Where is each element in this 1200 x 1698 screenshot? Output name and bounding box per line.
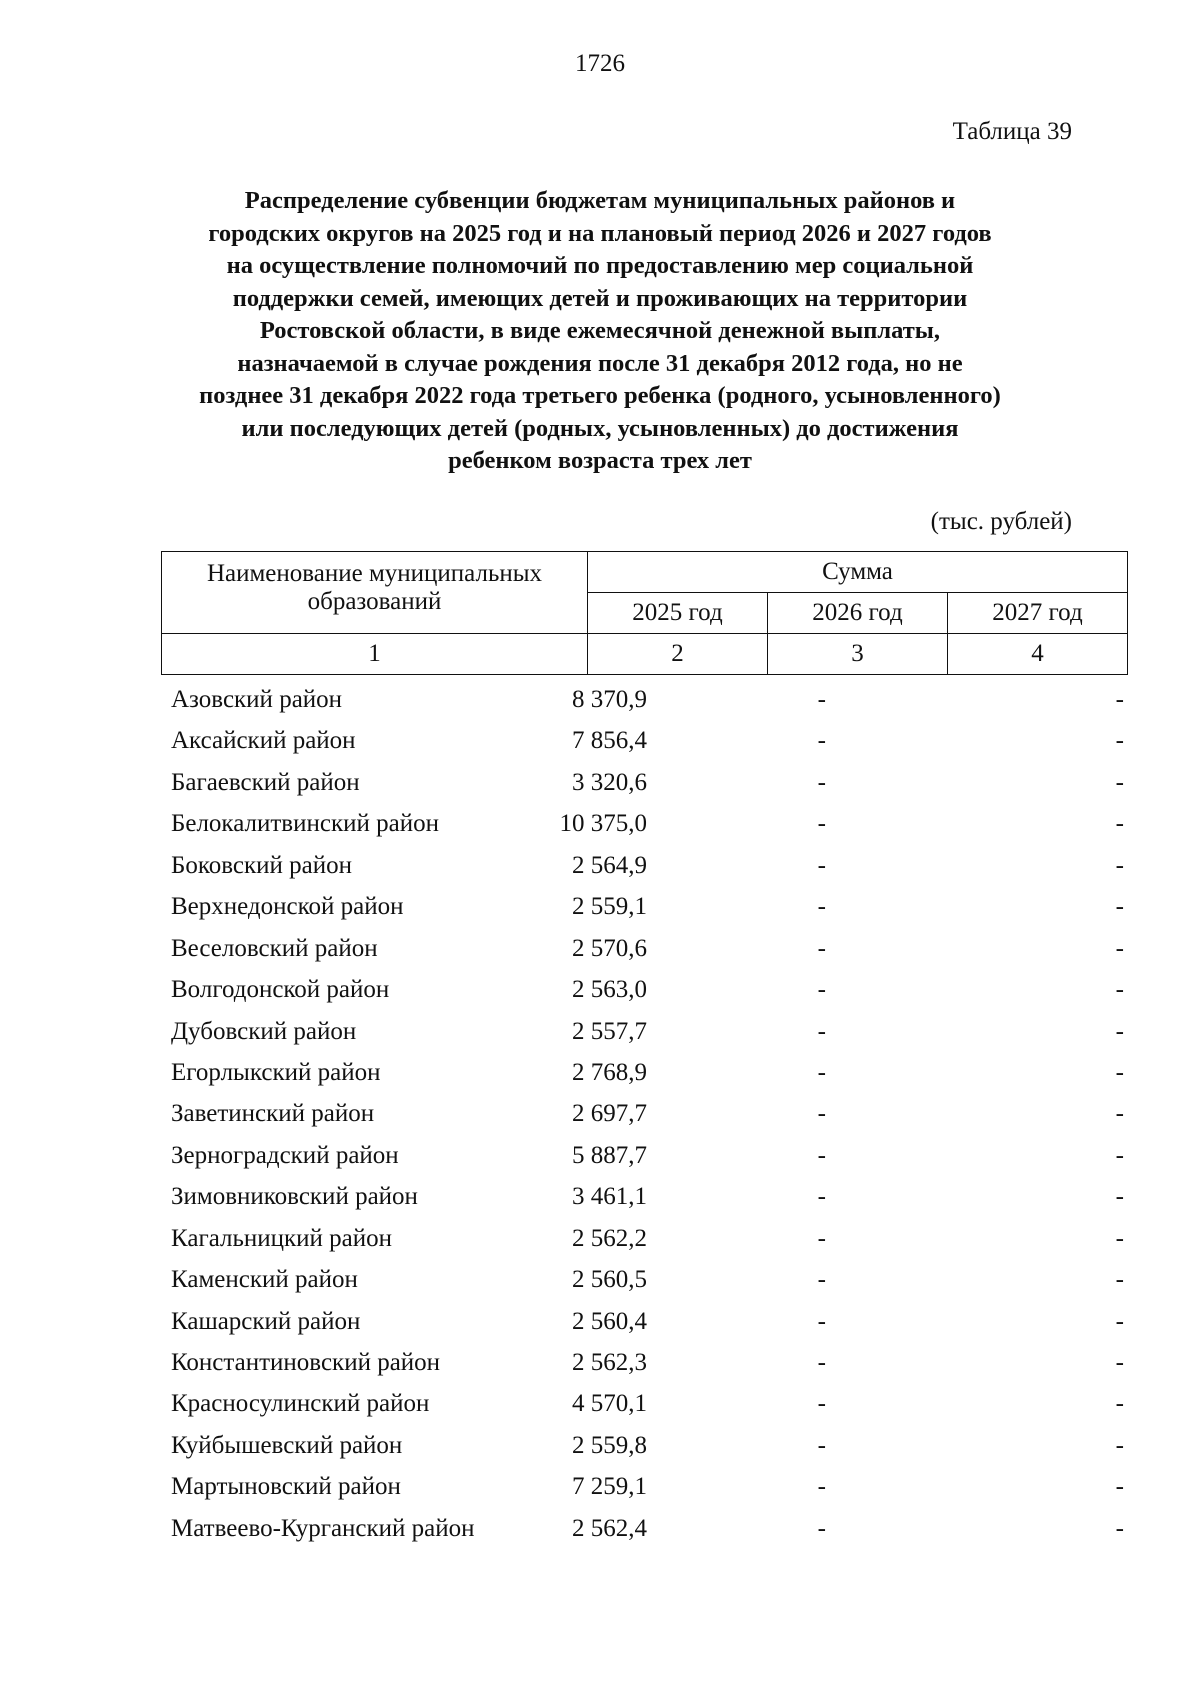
value-2025: 2 564,9 — [572, 851, 647, 879]
value-2027: - — [1115, 934, 1124, 962]
municipality-name: Егорлыкский район — [171, 1058, 381, 1086]
title-line: Ростовской области, в виде ежемесячной денежной выплаты, — [259, 317, 941, 344]
table-row — [161, 1135, 1128, 1176]
value-2027: - — [1115, 727, 1124, 755]
municipality-name: Дубовский район — [171, 1017, 357, 1045]
municipality-name: Волгодонской район — [171, 976, 390, 1004]
table-row — [161, 762, 1128, 803]
municipality-name: Куйбышевский район — [171, 1431, 403, 1459]
municipality-name: Багаевский район — [171, 768, 360, 796]
value-2027: - — [1115, 1390, 1124, 1418]
value-2026: - — [817, 1141, 826, 1169]
value-2027: - — [1115, 1266, 1124, 1294]
table-row — [161, 886, 1128, 927]
table-row — [161, 1425, 1128, 1466]
municipality-name: Кагальницкий район — [171, 1224, 393, 1252]
value-2027: - — [1115, 1224, 1124, 1252]
value-2027: - — [1115, 1349, 1124, 1376]
value-2026: - — [817, 1349, 826, 1376]
value-2025: 2 560,4 — [572, 1307, 647, 1335]
value-2025: 2 570,6 — [572, 934, 647, 962]
table-row — [161, 803, 1128, 844]
value-2025: 8 370,9 — [572, 686, 647, 713]
title-line: городских округов на 2025 год и на плановый период 2026 и 2027 годов — [208, 219, 992, 247]
value-2025: 3 320,6 — [572, 768, 647, 796]
value-2025: 2 563,0 — [572, 976, 647, 1004]
value-2026: - — [817, 851, 826, 879]
value-2027: - — [1115, 810, 1124, 838]
value-2026: - — [817, 1183, 826, 1211]
table-row — [161, 1466, 1128, 1507]
municipality-name: Верхнедонской район — [171, 893, 404, 921]
value-2025: 10 375,0 — [559, 810, 647, 838]
header-year-2026: 2026 год — [768, 593, 948, 634]
table-row — [161, 928, 1128, 969]
value-2025: 2 768,9 — [572, 1058, 647, 1086]
municipality-name: Каменский район — [171, 1266, 358, 1294]
table-row — [161, 1342, 1128, 1383]
title-line: назначаемой в случае рождения после 31 декабря 2012 года, но не — [237, 349, 963, 377]
value-2025: 2 560,5 — [572, 1266, 647, 1294]
value-2027: - — [1115, 1431, 1124, 1459]
value-2026: - — [817, 1017, 826, 1045]
value-2026: - — [817, 934, 826, 962]
table-row — [161, 1093, 1128, 1134]
table-row — [161, 679, 1128, 720]
value-2027: - — [1115, 1183, 1124, 1211]
value-2026: - — [817, 1431, 826, 1459]
value-2027: - — [1115, 1017, 1124, 1045]
value-2025: 2 557,7 — [572, 1017, 647, 1045]
value-2026: - — [817, 1266, 826, 1294]
value-2026: - — [817, 893, 826, 921]
municipality-name: Зерноградский район — [171, 1141, 399, 1169]
municipality-name: Боковский район — [171, 851, 352, 879]
value-2026: - — [817, 768, 826, 796]
document-title — [150, 185, 1050, 478]
value-2026: - — [817, 976, 826, 1004]
value-2026: - — [817, 727, 826, 755]
table-row — [161, 1176, 1128, 1217]
municipality-name: Зимовниковский район — [171, 1183, 418, 1211]
table-row — [161, 1259, 1128, 1300]
value-2025: 2 562,2 — [572, 1224, 647, 1252]
municipality-name: Красносулинский район — [171, 1390, 430, 1418]
value-2027: - — [1115, 1058, 1124, 1086]
value-2025: 7 259,1 — [572, 1473, 647, 1501]
municipality-name: Кашарский район — [171, 1307, 361, 1335]
municipality-name: Матвеево-Курганский район — [171, 1514, 475, 1542]
value-2025: 2 562,3 — [572, 1349, 647, 1376]
column-number: 1 — [162, 634, 588, 675]
value-2025: 2 559,1 — [572, 893, 647, 921]
municipality-name: Аксайский район — [171, 727, 356, 755]
value-2027: - — [1115, 976, 1124, 1004]
column-number: 3 — [768, 634, 948, 675]
value-2026: - — [817, 1058, 826, 1086]
table-row — [161, 1011, 1128, 1052]
header-sum: Сумма — [588, 552, 1128, 593]
title-line: Распределение субвенции бюджетам муниципальных районов и — [244, 187, 956, 214]
table-row — [161, 1052, 1128, 1093]
value-2027: - — [1115, 1141, 1124, 1169]
header-year-2025: 2025 год — [588, 593, 768, 634]
value-2026: - — [817, 686, 826, 713]
value-2027: - — [1115, 893, 1124, 921]
title-line: ребенком возраста трех лет — [448, 447, 752, 474]
value-2026: - — [817, 1100, 826, 1128]
table-row — [161, 720, 1128, 761]
value-2027: - — [1115, 768, 1124, 796]
value-2025: 2 697,7 — [572, 1100, 647, 1128]
municipality-name: Мартыновский район — [171, 1473, 401, 1501]
table-row — [161, 1508, 1128, 1549]
table-header — [161, 551, 1128, 675]
value-2027: - — [1115, 1473, 1124, 1501]
column-number: 4 — [948, 634, 1128, 675]
value-2027: - — [1115, 1307, 1124, 1335]
value-2025: 7 856,4 — [572, 727, 647, 755]
value-2026: - — [817, 1224, 826, 1252]
value-2026: - — [817, 1307, 826, 1335]
table-row — [161, 969, 1128, 1010]
value-2026: - — [817, 1390, 826, 1418]
value-2025: 5 887,7 — [572, 1141, 647, 1169]
title-line: позднее 31 декабря 2022 года третьего ребенка (родного, усыновленного) — [199, 382, 1001, 409]
value-2026: - — [817, 1473, 826, 1501]
table-row — [161, 845, 1128, 886]
municipality-name: Азовский район — [171, 686, 343, 713]
value-2027: - — [1115, 1514, 1124, 1542]
title-line: поддержки семей, имеющих детей и проживающих на территории — [232, 284, 968, 312]
column-number: 2 — [588, 634, 768, 675]
title-line: или последующих детей (родных, усыновленных) до достижения — [241, 414, 959, 442]
page-number: 1726 — [575, 50, 625, 77]
value-2026: - — [817, 810, 826, 838]
value-2025: 3 461,1 — [572, 1183, 647, 1211]
value-2025: 2 562,4 — [572, 1514, 647, 1542]
table-row — [161, 1383, 1128, 1424]
units-label: (тыс. рублей) — [930, 508, 1072, 535]
value-2027: - — [1115, 1100, 1124, 1128]
value-2025: 4 570,1 — [572, 1390, 647, 1418]
municipality-name: Белокалитвинский район — [171, 810, 439, 838]
municipality-name: Заветинский район — [171, 1100, 375, 1128]
value-2027: - — [1115, 851, 1124, 879]
header-year-2027: 2027 год — [948, 593, 1128, 634]
value-2026: - — [817, 1514, 826, 1542]
header-name-column: Наименование муниципальных образований — [162, 552, 588, 634]
value-2027: - — [1115, 686, 1124, 713]
municipality-name: Константиновский район — [171, 1349, 441, 1376]
table-body — [161, 679, 1128, 1549]
municipality-name: Веселовский район — [171, 934, 378, 962]
table-row — [161, 1218, 1128, 1259]
title-line: на осуществление полномочий по предоставлению мер социальной — [226, 252, 974, 279]
table-row — [161, 1301, 1128, 1342]
value-2025: 2 559,8 — [572, 1431, 647, 1459]
table-label: Таблица 39 — [952, 118, 1072, 145]
